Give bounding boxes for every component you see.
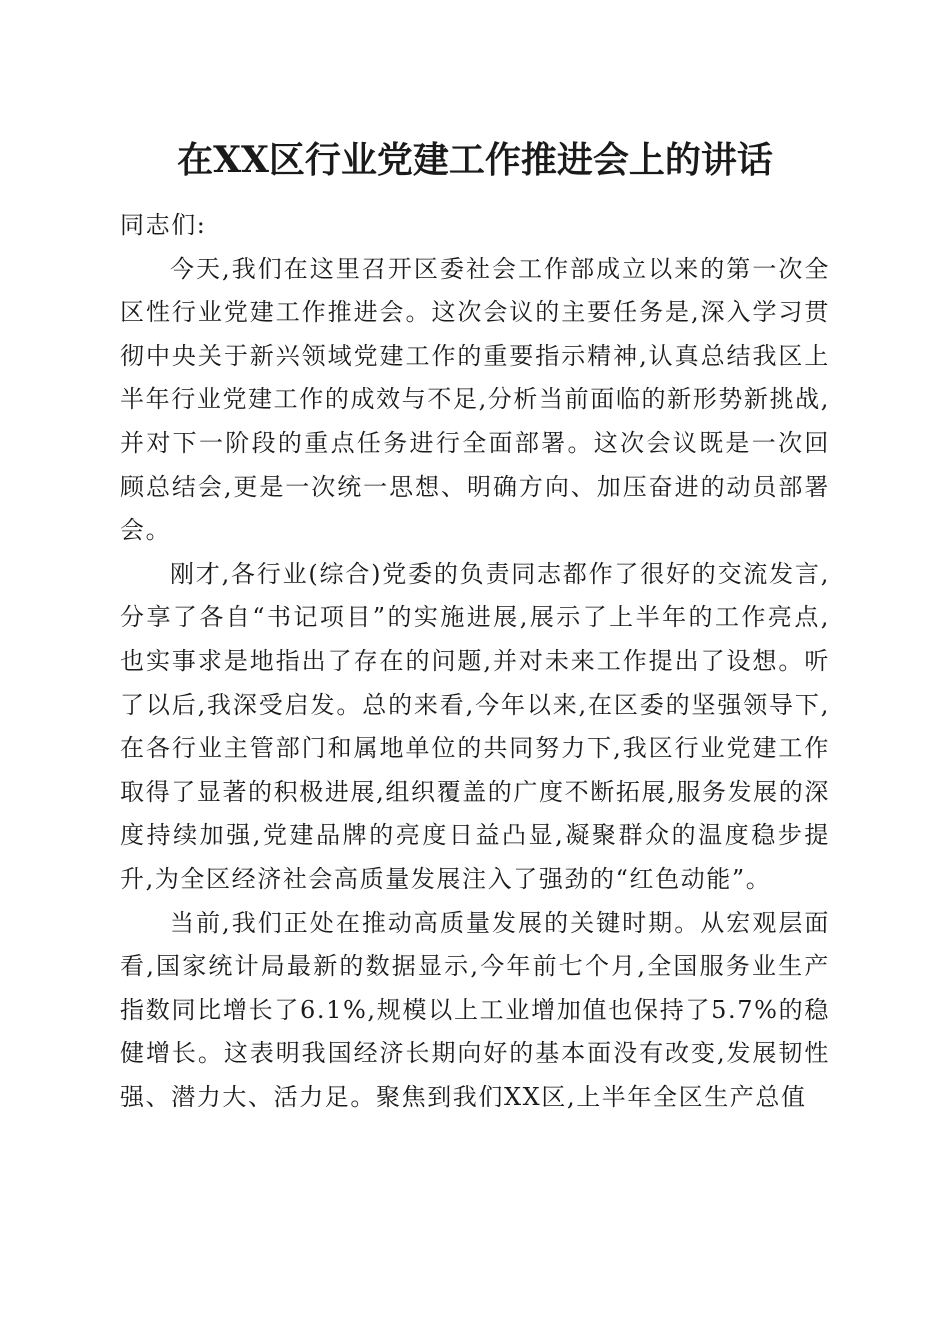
document-title: 在XX区行业党建工作推进会上的讲话 bbox=[177, 139, 773, 181]
salutation: 同志们: bbox=[120, 211, 207, 239]
document-body bbox=[120, 204, 830, 1119]
paragraph-2: 刚才,各行业(综合)党委的负责同志都作了很好的交流发言,分享了各自“书记项目”的实施进展,展示了上半年的工作亮点,也实事求是地指出了存在的问题,并对未来工作提出了设想。听了以后,我深受启发。总的来看,今年以来,在区委的坚强领导下,在各行业主管部门和属地单位的共同努力下,我区行业党建工作取得了显著的积极进展,组织覆盖的广度不断拓展,服务发展的深度持续加强,党建品牌的亮度日益凸显,凝聚群众的温度稳步提升,为全区经济社会高质量发展注入了强劲的“红色动能”。 bbox=[120, 559, 830, 893]
paragraph-1: 今天,我们在这里召开区委社会工作部成立以来的第一次全区性行业党建工作推进会。这次会议的主要任务是,深入学习贯彻中央关于新兴领域党建工作的重要指示精神,认真总结我区上半年行业党建工作的成效与不足,分析当前面临的新形势新挑战,并对下一阶段的重点任务进行全面部署。这次会议既是一次回顾总结会,更是一次统一思想、明确方向、加压奋进的动员部署会。 bbox=[120, 254, 830, 545]
paragraph-3: 当前,我们正处在推动高质量发展的关键时期。从宏观层面看,国家统计局最新的数据显示,今年前七个月,全国服务业生产指数同比增长了6.1%,规模以上工业增加值也保持了5.7%的稳健增长。这表明我国经济长期向好的基本面没有改变,发展韧性强、潜力大、活力足。聚焦到我们XX区,上半年全区生产总值 bbox=[120, 908, 830, 1111]
